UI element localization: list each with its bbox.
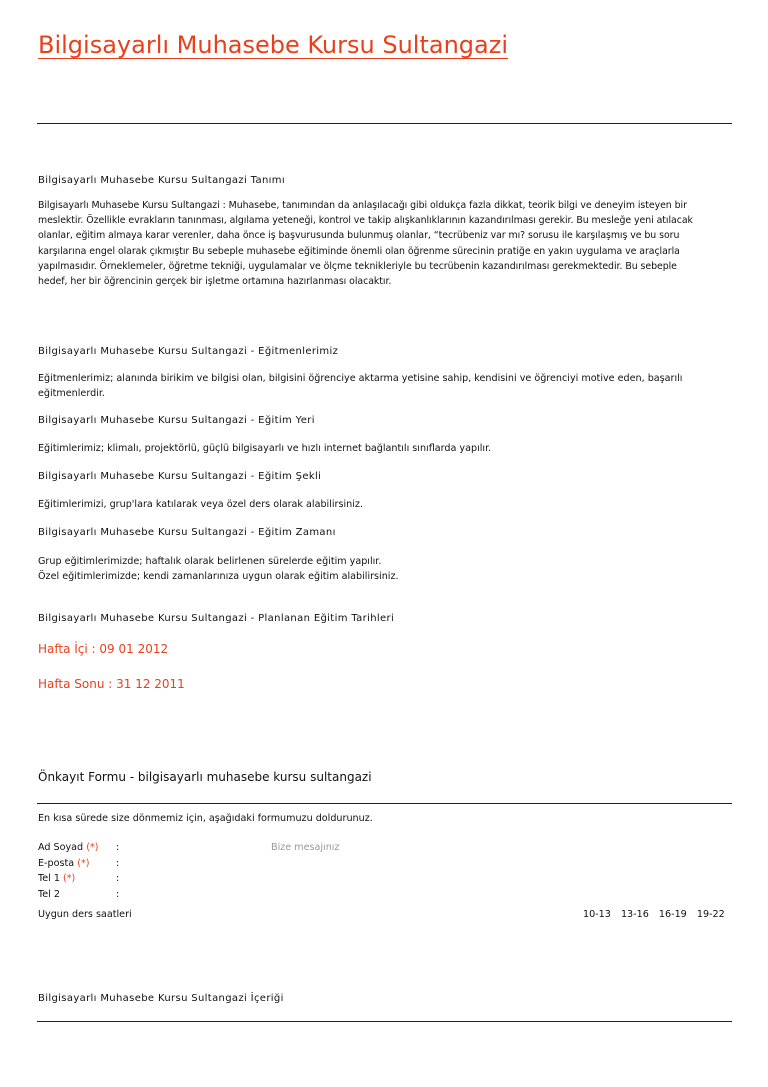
format-line: Eğitimlerimizi, grup'lara katılarak veya özel ders olarak alabilirsiniz. (38, 499, 363, 510)
hours-option[interactable]: 19-22 (696, 909, 725, 920)
section-heading-definition: Bilgisayarlı Muhasebe Kursu Sultangazi Tanımı (38, 175, 285, 186)
section-heading-dates: Bilgisayarlı Muhasebe Kursu Sultangazi - Planlanan Eğitim Tarihleri (38, 613, 395, 624)
field-label-text: E-posta (38, 858, 75, 869)
section-heading-location: Bilgisayarlı Muhasebe Kursu Sultangazi - Eğitim Yeri (38, 415, 315, 426)
hours-option[interactable]: 13-16 (620, 909, 649, 920)
required-marker: (*) (63, 873, 76, 884)
form-intro: En kısa sürede size dönmemiz için, aşağıdaki formumuzu doldurunuz. (38, 813, 373, 824)
definition-line: meslektir. Özellikle evrakların tanınması, algılama yeteneği, kontrol ve takip alışkanlıklarının kazandırılması gerekir. Bu mesleğe yeni atılacak (38, 215, 693, 227)
field-label-email[interactable] (38, 858, 89, 869)
section-body-definition (38, 198, 736, 289)
message-field-placeholder[interactable]: Bize mesajınız (271, 842, 340, 853)
section-body-format (38, 497, 736, 512)
field-colon: : (116, 858, 120, 869)
definition-line: Bilgisayarlı Muhasebe Kursu Sultangazi : Muhasebe, tanımından da anlaşılacağı gibi oldukça fazla dikkat, teorik bilgi ve deneyim isteyen bir (38, 200, 687, 211)
section-body-timing (38, 554, 736, 584)
field-label-text: Tel 1 (38, 873, 60, 884)
page-title: Bilgisayarlı Muhasebe Kursu Sultangazi (38, 31, 509, 59)
section-heading-timing: Bilgisayarlı Muhasebe Kursu Sultangazi - Eğitim Zamanı (38, 527, 336, 538)
field-label-tel1[interactable] (38, 873, 75, 884)
form-divider (37, 803, 732, 804)
hours-option[interactable]: 10-13 (583, 909, 611, 920)
field-colon: : (116, 873, 120, 884)
section-body-trainers (38, 371, 736, 401)
form-title: Önkayıt Formu - bilgisayarlı muhasebe kursu sultangazi (38, 770, 372, 784)
trainers-line: Eğitmenlerimiz; alanında birikim ve bilgisi olan, bilgisini öğrenciye aktarma yetisine sahip, kendisini ve öğrenciyi motive eden, başarılı (38, 373, 683, 384)
weekend-date: Hafta Sonu : 31 12 2011 (38, 677, 185, 691)
timing-line: Grup eğitimlerimizde; haftalık olarak belirlenen sürelerde eğitim yapılır. (38, 556, 382, 567)
section-heading-format: Bilgisayarlı Muhasebe Kursu Sultangazi - Eğitim Şekli (38, 471, 322, 482)
field-label-text: Tel 2 (38, 889, 60, 900)
field-colon: : (116, 889, 120, 900)
definition-line: hedef, her bir öğrencinin gerçek bir işletme ortamına hazırlanması olacaktır. (38, 276, 392, 288)
section-heading-trainers: Bilgisayarlı Muhasebe Kursu Sultangazi - Eğitmenlerimiz (38, 346, 339, 357)
field-colon: : (116, 842, 120, 853)
timing-line: Özel eğitimlerimizde; kendi zamanlarınıza uygun olarak eğitim alabilirsiniz. (38, 571, 399, 583)
hours-options (583, 909, 725, 920)
trainers-line: eğitmenlerdir. (38, 388, 105, 400)
hours-option[interactable]: 16-19 (658, 909, 687, 920)
required-marker: (*) (77, 858, 90, 869)
definition-line: karşılarına engel olarak çıkmıştır Bu sebeple muhasebe eğitiminde önemli olan öğrenme sürecinin pratiğe en yakın uygulama ve araçlarla (38, 245, 680, 257)
definition-line: olanlar, eğitim almaya karar verenler, daha önce iş başvurusunda bulunmuş olanlar, “tecrübeniz var mı? sorusu ile karşılaşmış ve bu soru (38, 230, 680, 242)
contents-divider (37, 1021, 732, 1022)
definition-line: yapılmasıdır. Örneklemeler, öğretme tekniği, uygulamalar ve ölçme teknikleriyle bu tecrübenin kazandırılması gerekmektedir. Bu sebeple (38, 260, 677, 272)
field-label-text: Ad Soyad (38, 842, 84, 853)
title-divider (37, 123, 732, 124)
required-marker: (*) (86, 842, 99, 853)
section-heading-contents: Bilgisayarlı Muhasebe Kursu Sultangazi İçeriği (38, 993, 284, 1004)
section-body-location (38, 441, 736, 456)
hours-label: Uygun ders saatleri (38, 909, 132, 920)
location-line: Eğitimlerimiz; klimalı, projektörlü, güçlü bilgisayarlı ve hızlı internet bağlantılı sınıflarda yapılır. (38, 443, 492, 454)
field-label-tel2[interactable] (38, 889, 60, 900)
weekday-date: Hafta İçi : 09 01 2012 (38, 642, 169, 656)
field-label-name[interactable] (38, 842, 99, 853)
